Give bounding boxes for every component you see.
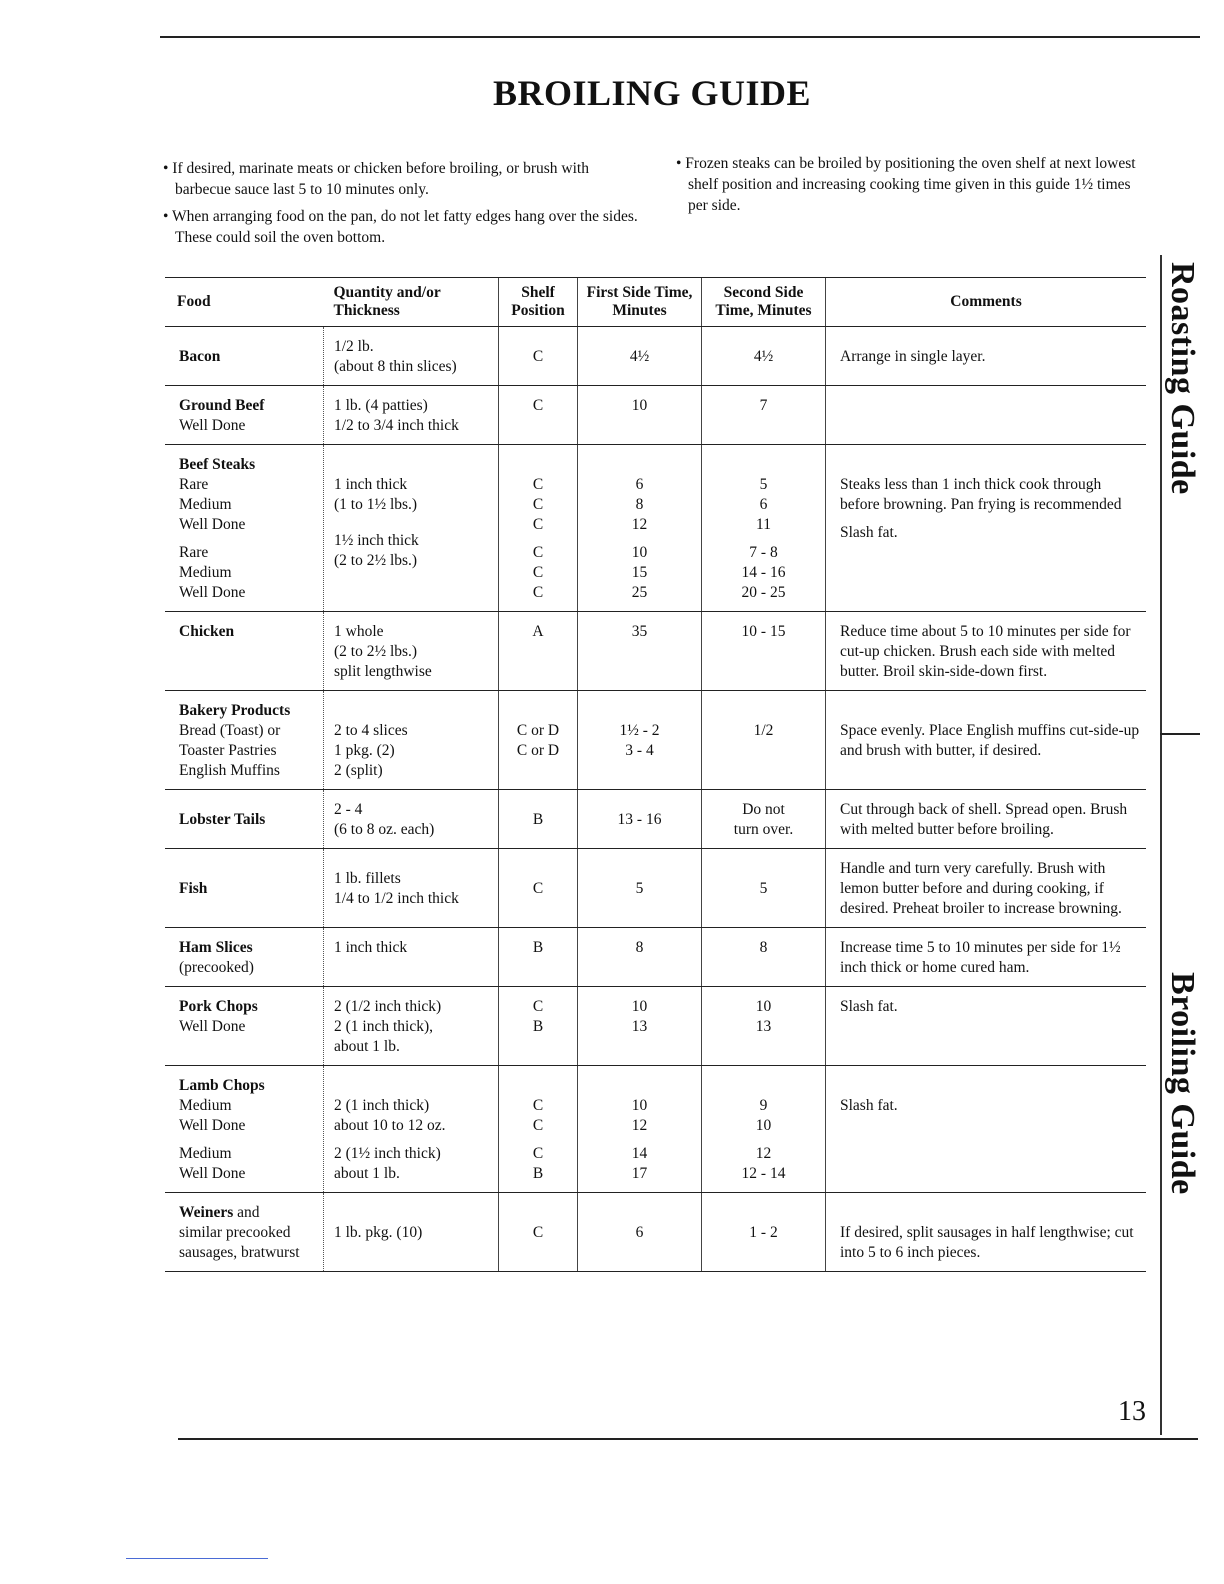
second-side-cell bbox=[702, 386, 826, 445]
header-shelf: Shelf Position bbox=[499, 278, 578, 327]
food-variant: Well Done bbox=[179, 1165, 246, 1182]
food-variant: English Muffins bbox=[179, 762, 280, 779]
shelf-value: C bbox=[532, 584, 544, 601]
first-side-value: 17 bbox=[631, 1165, 648, 1182]
quantity-line: 2 (1/2 inch thick) bbox=[334, 998, 442, 1015]
table-row bbox=[165, 445, 1146, 612]
food-cell bbox=[165, 386, 324, 445]
shelf-value: C bbox=[532, 1097, 544, 1114]
comment-text: Space evenly. Place English muffins cut-side-up and brush with butter, if desired. bbox=[840, 722, 1140, 759]
quantity-line: (2 to 2½ lbs.) bbox=[334, 552, 418, 569]
comments-cell bbox=[826, 1193, 1147, 1272]
header-quantity: Quantity and/or Thickness bbox=[324, 278, 499, 327]
shelf-value: C or D bbox=[516, 722, 560, 739]
shelf-value: C bbox=[532, 1145, 544, 1162]
tab-broiling-guide[interactable]: Broiling Guide bbox=[1164, 972, 1201, 1195]
shelf-cell bbox=[499, 1066, 578, 1193]
first-side-cell bbox=[578, 849, 702, 928]
tab-divider bbox=[1160, 733, 1200, 735]
first-side-cell bbox=[578, 928, 702, 987]
food-variant: Well Done bbox=[179, 584, 246, 601]
food-cell bbox=[165, 1066, 324, 1193]
second-side-value: Do not bbox=[742, 801, 785, 818]
food-cell bbox=[165, 445, 324, 612]
second-side-value: 10 bbox=[755, 998, 772, 1015]
quantity-line bbox=[334, 1136, 494, 1144]
note: • If desired, marinate meats or chicken before broiling, or brush with barbecue sauce last 5 to 10 minutes only. bbox=[163, 160, 589, 198]
second-side-value: 10 - 15 bbox=[741, 623, 786, 640]
quantity-line: 1 inch thick bbox=[334, 939, 408, 956]
first-side-value: 12 bbox=[631, 1117, 648, 1134]
comments-cell bbox=[826, 987, 1147, 1066]
food-name: Beef Steaks bbox=[179, 456, 256, 473]
food-variant: Toaster Pastries bbox=[179, 742, 277, 759]
quantity-cell bbox=[324, 790, 499, 849]
shelf-value: C bbox=[532, 496, 544, 513]
header-comments: Comments bbox=[826, 278, 1147, 327]
tab-roasting-guide[interactable]: Roasting Guide bbox=[1164, 262, 1201, 495]
notes-right bbox=[676, 153, 1146, 222]
shelf-cell bbox=[499, 928, 578, 987]
quantity-line: about 1 lb. bbox=[334, 1038, 400, 1055]
page-title: BROILING GUIDE bbox=[492, 73, 812, 113]
shelf-value: C bbox=[532, 1117, 544, 1134]
quantity-cell bbox=[324, 1193, 499, 1272]
broiling-table bbox=[165, 277, 1146, 1272]
quantity-line: 1/2 lb. bbox=[334, 338, 374, 355]
second-side-value: 10 bbox=[755, 1117, 772, 1134]
first-side-value: 10 bbox=[631, 544, 648, 561]
food-variant: similar precooked bbox=[179, 1224, 291, 1241]
first-side-value: 14 bbox=[631, 1145, 648, 1162]
second-side-cell bbox=[702, 612, 826, 691]
quantity-cell bbox=[324, 445, 499, 612]
food-name: Fish bbox=[179, 880, 208, 897]
second-side-value: 11 bbox=[756, 516, 771, 533]
table-row bbox=[165, 612, 1146, 691]
comments-cell bbox=[826, 790, 1147, 849]
food-variant: Medium bbox=[179, 496, 232, 513]
quantity-line: (about 8 thin slices) bbox=[334, 358, 457, 375]
second-side-value: 12 - 14 bbox=[741, 1165, 786, 1182]
quantity-line bbox=[334, 515, 494, 523]
second-side-value: 20 - 25 bbox=[741, 584, 786, 601]
shelf-value: A bbox=[532, 623, 544, 640]
quantity-line: 1/2 to 3/4 inch thick bbox=[334, 417, 459, 434]
second-side-value: 8 bbox=[759, 939, 768, 956]
food-name: Bacon bbox=[179, 348, 221, 365]
header-food: Food bbox=[165, 278, 324, 327]
comment-text: Reduce time about 5 to 10 minutes per side for cut-up chicken. Brush each side with melted butter. Broil skin-side-down first. bbox=[840, 623, 1131, 680]
quantity-line bbox=[334, 571, 494, 579]
second-side-cell bbox=[702, 790, 826, 849]
table-row bbox=[165, 691, 1146, 790]
quantity-line: 2 - 4 bbox=[334, 801, 363, 818]
top-rule bbox=[160, 36, 1200, 38]
food-name: Weiners bbox=[179, 1204, 234, 1221]
first-side-value: 6 bbox=[635, 1224, 644, 1241]
comment-text: Handle and turn very carefully. Brush with lemon butter before and during cooking, if desired. Preheat broiler to increase browning. bbox=[840, 860, 1122, 917]
shelf-value: C bbox=[532, 998, 544, 1015]
comment-text: Cut through back of shell. Spread open. Brush with melted butter before broiling. bbox=[840, 801, 1128, 838]
shelf-value: C or D bbox=[516, 742, 560, 759]
food-cell bbox=[165, 849, 324, 928]
quantity-line: 1/4 to 1/2 inch thick bbox=[334, 890, 459, 907]
food-name: Bakery Products bbox=[179, 702, 291, 719]
comments-cell bbox=[826, 849, 1147, 928]
table-row bbox=[165, 790, 1146, 849]
second-side-cell bbox=[702, 445, 826, 612]
food-name: Lobster Tails bbox=[179, 811, 266, 828]
first-side-value: 6 bbox=[635, 476, 644, 493]
shelf-cell bbox=[499, 445, 578, 612]
quantity-line: 1 whole bbox=[334, 623, 384, 640]
page-number: 13 bbox=[1118, 1396, 1146, 1427]
quantity-cell bbox=[324, 691, 499, 790]
shelf-value: C bbox=[532, 397, 544, 414]
first-side-value bbox=[582, 535, 697, 543]
comments-cell bbox=[826, 612, 1147, 691]
quantity-line: 1 lb. (4 patties) bbox=[334, 397, 428, 414]
food-cell bbox=[165, 987, 324, 1066]
quantity-line: 1 inch thick bbox=[334, 476, 408, 493]
quantity-line: split lengthwise bbox=[334, 663, 432, 680]
quantity-line: 1 lb. pkg. (10) bbox=[334, 1224, 423, 1241]
quantity-line: 1 pkg. (2) bbox=[334, 742, 395, 759]
food-name: Lamb Chops bbox=[179, 1077, 265, 1094]
comments-cell bbox=[826, 327, 1147, 386]
first-side-cell bbox=[578, 612, 702, 691]
table-row bbox=[165, 1066, 1146, 1193]
shelf-value bbox=[503, 1136, 573, 1144]
shelf-value: B bbox=[532, 1018, 544, 1035]
quantity-cell bbox=[324, 849, 499, 928]
quantity-line: 2 (1½ inch thick) bbox=[334, 1145, 441, 1162]
header-second-side: Second Side Time, Minutes bbox=[702, 278, 826, 327]
food-name: Pork Chops bbox=[179, 998, 258, 1015]
quantity-line: (6 to 8 oz. each) bbox=[334, 821, 435, 838]
second-side-value: turn over. bbox=[733, 821, 794, 838]
shelf-cell bbox=[499, 386, 578, 445]
food-variant bbox=[179, 535, 319, 543]
food-variant bbox=[179, 1136, 319, 1144]
comment-text: If desired, split sausages in half lengthwise; cut into 5 to 6 inch pieces. bbox=[840, 1224, 1134, 1261]
comments-cell bbox=[826, 691, 1147, 790]
food-variant: Medium bbox=[179, 1145, 232, 1162]
quantity-cell bbox=[324, 987, 499, 1066]
second-side-cell bbox=[702, 1193, 826, 1272]
food-cell bbox=[165, 790, 324, 849]
notes-left bbox=[163, 158, 643, 254]
shelf-value: C bbox=[532, 880, 544, 897]
food-variant: Medium bbox=[179, 1097, 232, 1114]
food-variant: sausages, bratwurst bbox=[179, 1244, 300, 1261]
first-side-cell bbox=[578, 1193, 702, 1272]
shelf-cell bbox=[499, 790, 578, 849]
table-row bbox=[165, 1193, 1146, 1272]
food-cell bbox=[165, 691, 324, 790]
second-side-value: 7 bbox=[759, 397, 768, 414]
second-side-value bbox=[706, 1136, 821, 1144]
second-side-value bbox=[706, 535, 821, 543]
comments-cell bbox=[826, 445, 1147, 612]
second-side-value: 6 bbox=[759, 496, 768, 513]
comment-text: Slash fat. bbox=[840, 1097, 898, 1114]
shelf-value: C bbox=[532, 516, 544, 533]
second-side-cell bbox=[702, 928, 826, 987]
food-cell bbox=[165, 1193, 324, 1272]
quantity-line: 1½ inch thick bbox=[334, 532, 419, 549]
quantity-cell bbox=[324, 1066, 499, 1193]
first-side-value: 4½ bbox=[629, 348, 650, 365]
table-row bbox=[165, 386, 1146, 445]
second-side-value: 9 bbox=[759, 1097, 768, 1114]
food-variant: Bread (Toast) or bbox=[179, 722, 281, 739]
first-side-value: 13 bbox=[631, 1018, 648, 1035]
food-variant: Well Done bbox=[179, 417, 246, 434]
first-side-cell bbox=[578, 386, 702, 445]
comment-text: Slash fat. bbox=[840, 998, 898, 1015]
food-name: Ground Beef bbox=[179, 397, 265, 414]
food-variant: Rare bbox=[179, 544, 209, 561]
note: • When arranging food on the pan, do not let fatty edges hang over the sides. These could soil the oven bottom. bbox=[163, 208, 638, 246]
shelf-value: B bbox=[532, 811, 544, 828]
quantity-line: about 1 lb. bbox=[334, 1165, 400, 1182]
second-side-value: 5 bbox=[759, 880, 768, 897]
second-side-cell bbox=[702, 987, 826, 1066]
shelf-cell bbox=[499, 1193, 578, 1272]
second-side-cell bbox=[702, 1066, 826, 1193]
quantity-line: 2 to 4 slices bbox=[334, 722, 408, 739]
shelf-value bbox=[503, 535, 573, 543]
comments-cell bbox=[826, 928, 1147, 987]
comment-text: Steaks less than 1 inch thick cook through before browning. Pan frying is recommended bbox=[840, 476, 1122, 513]
header-first-side: First Side Time, Minutes bbox=[578, 278, 702, 327]
first-side-cell bbox=[578, 1066, 702, 1193]
quantity-cell bbox=[324, 386, 499, 445]
quantity-line: (1 to 1½ lbs.) bbox=[334, 496, 418, 513]
shelf-cell bbox=[499, 327, 578, 386]
second-side-cell bbox=[702, 691, 826, 790]
food-variant: (precooked) bbox=[179, 959, 254, 976]
shelf-value: C bbox=[532, 1224, 544, 1241]
first-side-value: 13 - 16 bbox=[617, 811, 662, 828]
first-side-value: 10 bbox=[631, 397, 648, 414]
shelf-cell bbox=[499, 612, 578, 691]
quantity-cell bbox=[324, 327, 499, 386]
second-side-value: 12 bbox=[755, 1145, 772, 1162]
comments-cell bbox=[826, 386, 1147, 445]
comment-text: Arrange in single layer. bbox=[840, 348, 986, 365]
food-name-suffix: and bbox=[233, 1204, 260, 1221]
first-side-value: 12 bbox=[631, 516, 648, 533]
first-side-value: 35 bbox=[631, 623, 648, 640]
food-variant: Medium bbox=[179, 564, 232, 581]
comment-text: Increase time 5 to 10 minutes per side for 1½ inch thick or home cured ham. bbox=[840, 939, 1121, 976]
first-side-value: 15 bbox=[631, 564, 648, 581]
second-side-cell bbox=[702, 849, 826, 928]
table-header-row bbox=[165, 278, 1146, 327]
shelf-value: C bbox=[532, 564, 544, 581]
table-row bbox=[165, 928, 1146, 987]
second-side-value: 1/2 bbox=[753, 722, 774, 739]
shelf-value: B bbox=[532, 939, 544, 956]
food-variant: Well Done bbox=[179, 1018, 246, 1035]
table-row bbox=[165, 849, 1146, 928]
comment-text: Slash fat. bbox=[840, 524, 898, 541]
first-side-value: 1½ - 2 bbox=[619, 722, 660, 739]
footer-line bbox=[126, 1558, 268, 1559]
shelf-cell bbox=[499, 987, 578, 1066]
table-row bbox=[165, 987, 1146, 1066]
shelf-value: C bbox=[532, 544, 544, 561]
bottom-rule bbox=[178, 1438, 1198, 1440]
first-side-value: 8 bbox=[635, 496, 644, 513]
first-side-cell bbox=[578, 987, 702, 1066]
first-side-cell bbox=[578, 445, 702, 612]
first-side-value bbox=[582, 1136, 697, 1144]
food-name: Chicken bbox=[179, 623, 235, 640]
first-side-value: 10 bbox=[631, 998, 648, 1015]
shelf-value: B bbox=[532, 1165, 544, 1182]
second-side-value: 5 bbox=[759, 476, 768, 493]
quantity-line bbox=[334, 523, 494, 531]
first-side-value: 3 - 4 bbox=[625, 742, 654, 759]
second-side-value: 7 - 8 bbox=[749, 544, 778, 561]
first-side-cell bbox=[578, 691, 702, 790]
second-side-value: 14 - 16 bbox=[741, 564, 786, 581]
shelf-value: C bbox=[532, 476, 544, 493]
food-variant: Well Done bbox=[179, 1117, 246, 1134]
second-side-value: 4½ bbox=[753, 348, 774, 365]
shelf-cell bbox=[499, 849, 578, 928]
first-side-cell bbox=[578, 327, 702, 386]
food-cell bbox=[165, 928, 324, 987]
first-side-cell bbox=[578, 790, 702, 849]
second-side-value: 13 bbox=[755, 1018, 772, 1035]
first-side-value: 10 bbox=[631, 1097, 648, 1114]
food-variant: Rare bbox=[179, 476, 209, 493]
comments-cell bbox=[826, 1066, 1147, 1193]
second-side-cell bbox=[702, 327, 826, 386]
first-side-value: 8 bbox=[635, 939, 644, 956]
quantity-line: (2 to 2½ lbs.) bbox=[334, 643, 418, 660]
food-cell bbox=[165, 612, 324, 691]
first-side-value: 5 bbox=[635, 880, 644, 897]
note: • Frozen steaks can be broiled by positioning the oven shelf at next lowest shelf position and increasing cooking time given in this guide 1½ times per side. bbox=[676, 155, 1136, 214]
food-variant: Well Done bbox=[179, 516, 246, 533]
quantity-cell bbox=[324, 928, 499, 987]
quantity-line: 2 (1 inch thick), bbox=[334, 1018, 434, 1035]
quantity-cell bbox=[324, 612, 499, 691]
table-row bbox=[165, 327, 1146, 386]
second-side-value: 1 - 2 bbox=[749, 1224, 778, 1241]
quantity-line: 2 (split) bbox=[334, 762, 383, 779]
shelf-value: C bbox=[532, 348, 544, 365]
quantity-line: about 10 to 12 oz. bbox=[334, 1117, 446, 1134]
shelf-cell bbox=[499, 691, 578, 790]
first-side-value: 25 bbox=[631, 584, 648, 601]
food-cell bbox=[165, 327, 324, 386]
right-margin-line bbox=[1160, 255, 1162, 1435]
food-name: Ham Slices bbox=[179, 939, 253, 956]
quantity-line: 2 (1 inch thick) bbox=[334, 1097, 430, 1114]
quantity-line: 1 lb. fillets bbox=[334, 870, 401, 887]
